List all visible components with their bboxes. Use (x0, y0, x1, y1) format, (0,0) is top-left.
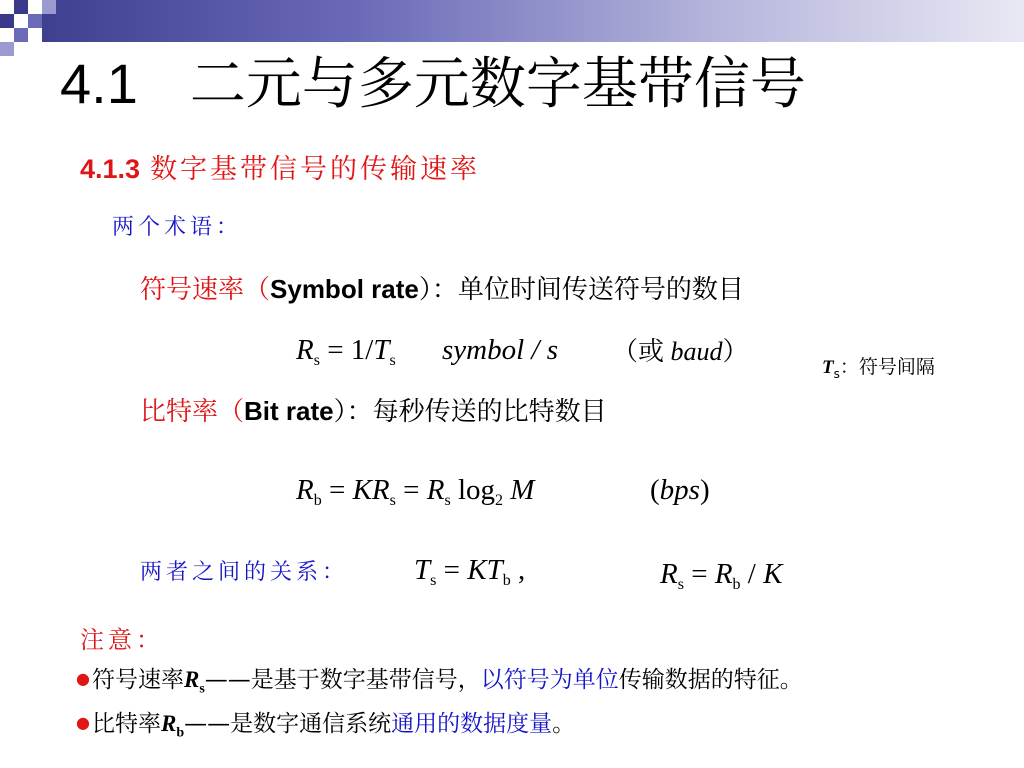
section-number: 4.1.3 (80, 154, 141, 184)
symbol-rate-definition (140, 272, 744, 307)
unit-close: ) (699, 474, 710, 506)
formula-sub: s (389, 352, 396, 369)
section-text: 数字基带信号的传输速率 (150, 154, 481, 185)
formula-sub: b (732, 576, 741, 593)
note-heading: 注意： (80, 626, 164, 654)
symbol-rate-formula (296, 332, 396, 379)
note-symbol: R (160, 711, 177, 736)
formula-sub: 2 (495, 492, 503, 509)
note-prefix: 符号速率 (91, 667, 184, 693)
note-highlight: 以符号为单位 (480, 667, 619, 693)
symbol-rate-label: 符号速率（ (140, 275, 271, 305)
unit-open: ( (650, 474, 660, 506)
bit-rate-close: ）： (333, 397, 373, 427)
terms-heading: 两个术语： (112, 215, 243, 240)
bit-rate-description: 每秒传送的比特数目 (372, 397, 607, 427)
symbol-rate-unit (442, 332, 558, 368)
header-gradient-bar (0, 0, 1024, 42)
relation-label: 两者之间的关系： (140, 560, 349, 585)
baud-open: （或 (612, 337, 671, 366)
note-text: 是数字通信系统 (230, 711, 392, 737)
formula-comma: , (510, 554, 526, 586)
note-symbol-sub: b (176, 725, 185, 741)
formula-eq: = (395, 474, 427, 506)
formula-sub: s (444, 492, 451, 509)
formula-var-T: T (373, 334, 390, 366)
formula-eq: = 1/ (319, 334, 374, 366)
bit-rate-unit (650, 472, 710, 508)
formula-sub: s (677, 576, 684, 593)
baud-unit: baud (670, 337, 723, 366)
formula-var-KT: KT (467, 554, 503, 586)
formula-sub: s (430, 572, 437, 589)
relation-formula-1 (414, 552, 525, 599)
formula-var-T: T (414, 554, 431, 586)
formula-div: / (740, 558, 764, 590)
note-dash: —— (184, 711, 231, 737)
unit-bps: bps (659, 474, 700, 506)
formula-var-K: K (763, 558, 783, 590)
note-text: 传输数据的特征。 (618, 667, 803, 693)
formula-eq: = (683, 558, 715, 590)
note-item (76, 708, 575, 749)
note-item (76, 664, 803, 705)
note-symbol: R (183, 667, 200, 692)
formula-var-R: R (426, 474, 445, 506)
formula-var-R: R (296, 474, 314, 506)
section-heading (80, 152, 480, 187)
formula-eq: = (321, 474, 353, 506)
formula-sub: s (313, 352, 320, 369)
slide-title-number: 4.1 (60, 52, 138, 115)
formula-var-R: R (660, 558, 678, 590)
unit-symbol-per-second: symbol / s (442, 334, 558, 366)
formula-var-M: M (503, 474, 535, 506)
note-text: 。 (552, 711, 576, 737)
ts-var: T (822, 357, 834, 378)
formula-var-R: R (296, 334, 314, 366)
note-symbol-sub: s (199, 681, 205, 697)
slide-title (60, 52, 806, 116)
relation-formula-2 (660, 556, 782, 603)
formula-var-R: R (714, 558, 733, 590)
baud-close: ） (722, 337, 749, 366)
note-text: 是基于数字基带信号， (250, 667, 481, 693)
bit-rate-definition (140, 394, 607, 429)
baud-alternative (612, 334, 749, 370)
symbol-rate-description: 单位时间传送符号的数目 (457, 275, 744, 305)
ts-note (822, 352, 935, 381)
formula-sub: b (313, 492, 322, 509)
red-dot-icon: ● (76, 669, 90, 688)
note-dash: —— (204, 667, 251, 693)
ts-note-text: ：符号间隔 (839, 356, 935, 378)
symbol-rate-english: Symbol rate (270, 274, 419, 304)
ts-sub: s (833, 366, 840, 381)
formula-sub: b (502, 572, 511, 589)
formula-var-KR: KR (352, 474, 390, 506)
formula-log: log (450, 474, 495, 506)
bit-rate-label: 比特率（ (140, 397, 245, 427)
slide-title-text: 二元与多元数字基带信号 (189, 52, 806, 115)
symbol-rate-close: ）： (418, 275, 458, 305)
bit-rate-english: Bit rate (244, 396, 334, 426)
note-prefix: 比特率 (91, 711, 161, 737)
bit-rate-formula (296, 472, 534, 519)
formula-sub: s (389, 492, 396, 509)
red-dot-icon: ● (76, 713, 90, 732)
formula-eq: = (436, 554, 468, 586)
note-highlight: 通用的数据度量 (391, 711, 553, 737)
